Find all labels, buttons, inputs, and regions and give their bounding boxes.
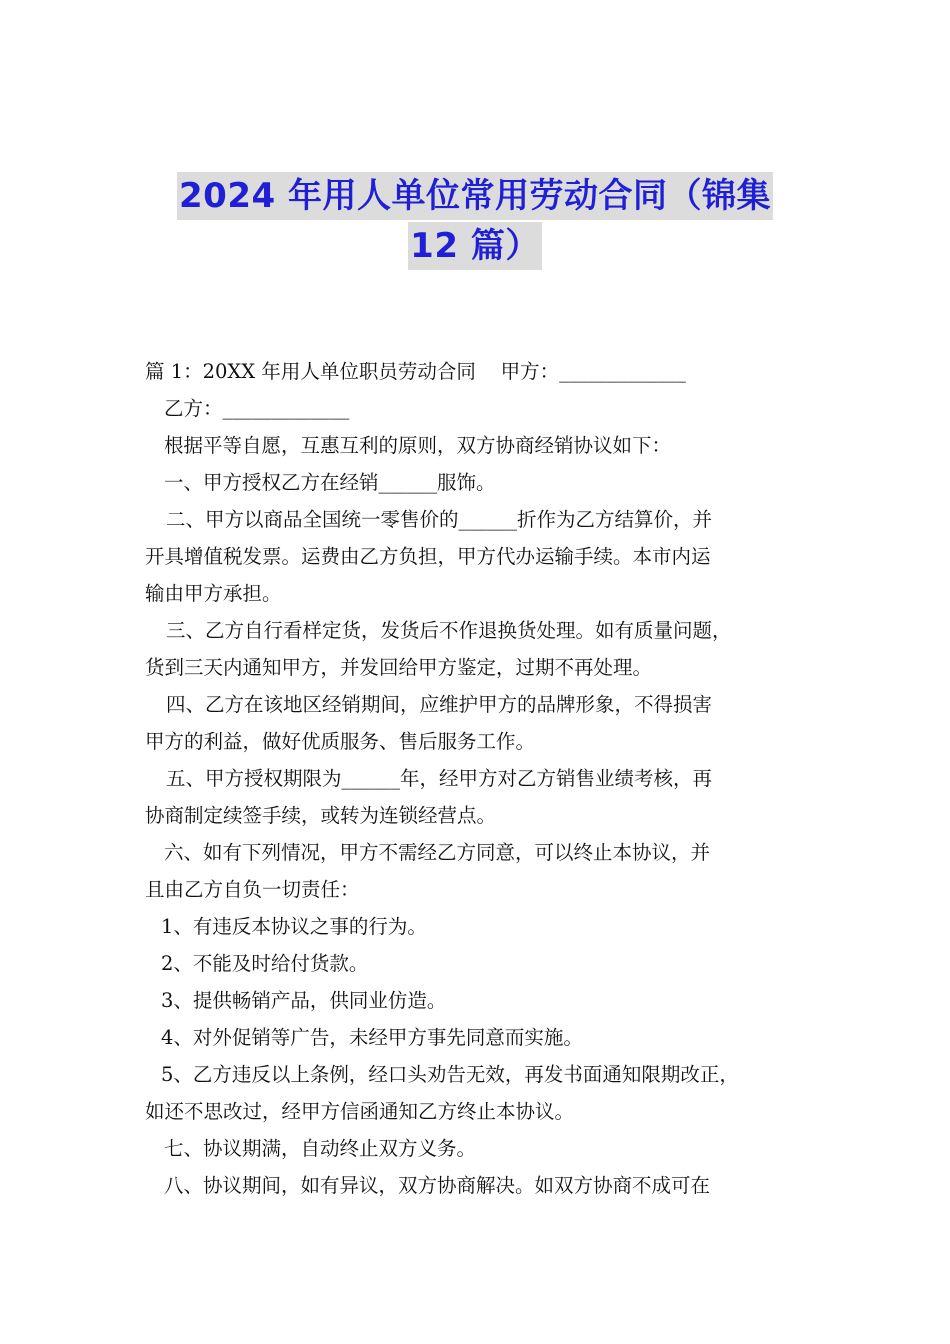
paragraph-line: 三、乙方自行看样定货，发货后不作退换货处理。如有质量问题， [166,619,732,642]
paragraph-line: 根据平等自愿，互惠互利的原则，双方协商经销协议如下： [164,434,672,457]
paragraph-line: 且由乙方自负一切责任： [145,878,360,901]
paragraph-line: 输由甲方承担。 [145,582,282,605]
document-body [145,353,821,1204]
paragraph-line: 货到三天内通知甲方，并发回给甲方鉴定，过期不再处理。 [145,656,653,679]
paragraph-line: 二、甲方以商品全国统一零售价的______折作为乙方结算价，并 [166,508,713,531]
title-line-2: 12 篇） [408,222,542,270]
paragraph-line: 开具增值税发票。运费由乙方负担，甲方代办运输手续。本市内运 [145,545,711,568]
paragraph-line: 八、协议期间，如有异议，双方协商解决。如双方协商不成可在 [164,1174,711,1197]
paragraph-line: 2、不能及时给付货款。 [161,952,369,975]
paragraph-line: 七、协议期满，自动终止双方义务。 [164,1137,477,1160]
paragraph-line: 六、如有下列情况，甲方不需经乙方同意，可以终止本协议，并 [164,841,711,864]
paragraph-line: 5、乙方违反以上条例，经口头劝告无效，再发书面通知限期改正， [161,1063,739,1086]
document-title [0,172,950,272]
paragraph-line: 协商制定续签手续，或转为连锁经营点。 [145,804,497,827]
paragraph-line: 乙方：_____________ [164,397,350,420]
paragraph-line: 四、乙方在该地区经销期间，应维护甲方的品牌形象，不得损害 [166,693,713,716]
paragraph-line: 五、甲方授权期限为______年，经甲方对乙方销售业绩考核，再 [166,767,713,790]
paragraph-line: 甲方的利益，做好优质服务、售后服务工作。 [145,730,536,753]
paragraph-line: 1、有违反本协议之事的行为。 [161,915,427,938]
paragraph-line: 4、对外促销等广告，未经甲方事先同意而实施。 [161,1026,583,1049]
title-line-1: 2024 年用人单位常用劳动合同（锦集 [177,172,773,220]
paragraph-line: 一、甲方授权乙方在经销______服饰。 [164,471,496,494]
paragraph-line: 3、提供畅销产品，供同业仿造。 [161,989,447,1012]
paragraph-line: 如还不思改过，经甲方信函通知乙方终止本协议。 [145,1100,575,1123]
paragraph-line: 篇 1：20XX 年用人单位职员劳动合同 甲方：_____________ [145,360,686,383]
